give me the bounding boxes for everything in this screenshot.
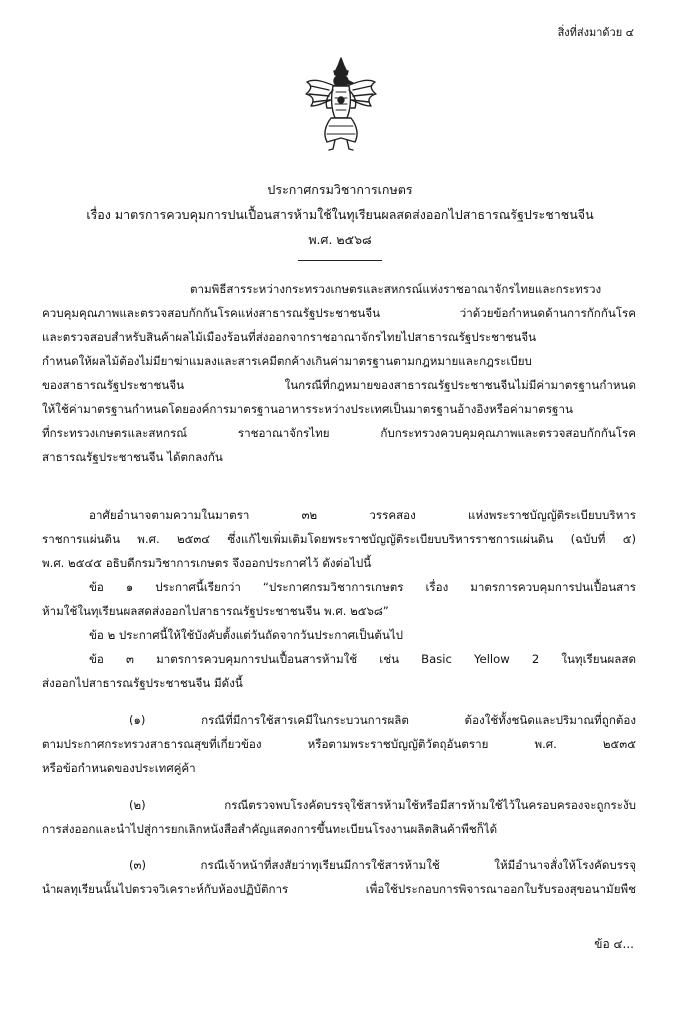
announcement-year: พ.ศ. ๒๕๖๘	[308, 232, 372, 247]
paragraph-line: ควบคุมคุณภาพและตรวจสอบกักกันโรคแห่งสาธารณรัฐประชาชนจีน ว่าด้วยข้อกำหนดด้านการกักกันโรค	[42, 306, 636, 320]
item-line: นำผลทุเรียนนั้นไปตรวจวิเคราะห์กับห้องปฏิบัติการ เพื่อใช้ประกอบการพิจารณาออกใบรับรองสุขอนามัยพืช	[42, 882, 636, 896]
continuation-marker: ข้อ ๔...	[594, 937, 634, 951]
announcement-title: ประกาศกรมวิชาการเกษตร	[267, 182, 413, 197]
paragraph-line: ที่กระทรวงเกษตรและสหกรณ์ ราชอาณาจักรไทย กับกระทรวงควบคุมคุณภาพและตรวจสอบกักกันโรค	[42, 426, 636, 440]
paragraph-line: กำหนดให้ผลไม้ต้องไม่มียาฆ่าแมลงและสารเคมีตกค้างเกินค่ามาตรฐานตามกฎหมายและกฎระเบียบ	[42, 354, 532, 368]
clause-line: ห้ามใช้ในทุเรียนผลสดส่งออกไปสาธารณรัฐประชาชนจีน พ.ศ. ๒๕๖๘”	[42, 604, 389, 618]
item-line: การส่งออกและนำไปสู่การยกเลิกหนังสือสำคัญแสดงการขึ้นทะเบียนโรงงานผลิตสินค้าพืชก็ได้	[42, 822, 498, 836]
paragraph-line: สาธารณรัฐประชาชนจีน ได้ตกลงกัน	[42, 450, 223, 464]
clause-line: ข้อ ๑ ประกาศนี้เรียกว่า “ประกาศกรมวิชาการเกษตร เรื่อง มาตรการควบคุมการปนเปื้อนสาร	[89, 580, 636, 594]
paragraph-line: ให้ใช้ค่ามาตรฐานกำหนดโดยองค์การมาตรฐานอาหารระหว่างประเทศเป็นมาตรฐานอ้างอิงหรือค่ามาตรฐาน	[42, 402, 573, 416]
announcement-subject: เรื่อง มาตรการควบคุมการปนเปื้อนสารห้ามใช้ในทุเรียนผลสดส่งออกไปสาธารณรัฐประชาชนจีน	[86, 207, 594, 222]
paragraph-line: ของสาธารณรัฐประชาชนจีน ในกรณีที่กฎหมายของสาธารณรัฐประชาชนจีนไม่มีค่ามาตรฐานกำหนด	[42, 378, 636, 392]
title-divider	[298, 260, 382, 261]
item-line: ตามประกาศกระทรวงสาธารณสุขที่เกี่ยวข้อง หรือตามพระราชบัญญัติวัตถุอันตราย พ.ศ. ๒๕๓๕	[42, 737, 636, 751]
paragraph-line: และตรวจสอบสำหรับสินค้าผลไม้เมืองร้อนที่ส่งออกจากราชอาณาจักรไทยไปสาธารณรัฐประชาชนจีน	[42, 330, 537, 344]
paragraph-line: พ.ศ. ๒๕๔๕ อธิบดีกรมวิชาการเกษตร จึงออกประกาศไว้ ดังต่อไปนี้	[42, 556, 372, 570]
paragraph-line: ราชการแผ่นดิน พ.ศ. ๒๕๓๔ ซึ่งแก้ไขเพิ่มเติมโดยพระราชบัญญัติระเบียบบริหารราชการแผ่นดิน (ฉบับที่ ๕)	[42, 532, 636, 546]
paragraph-line: อาศัยอำนาจตามความในมาตรา ๓๒ วรรคสอง แห่งพระราชบัญญัติระเบียบบริหาร	[89, 508, 636, 522]
attachment-label: สิ่งที่ส่งมาด้วย ๔	[557, 26, 634, 39]
paragraph-line: ตามพิธีสารระหว่างกระทรวงเกษตรและสหกรณ์แห่งราชอาณาจักรไทยและกระทรวง	[190, 282, 602, 296]
clause-line: ส่งออกไปสาธารณรัฐประชาชนจีน มีดังนี้	[42, 676, 243, 690]
item-line: (๓) กรณีเจ้าหน้าที่สงสัยว่าทุเรียนมีการใช้สารห้ามใช้ ให้มีอำนาจสั่งให้โรงคัดบรรจุ	[129, 858, 636, 872]
item-line: (๒) กรณีตรวจพบโรงคัดบรรจุใช้สารห้ามใช้หรือมีสารห้ามใช้ไว้ในครอบครองจะถูกระงับ	[129, 798, 636, 812]
garuda-emblem-icon	[303, 56, 379, 152]
clause-line: ข้อ ๓ มาตรการควบคุมการปนเปื้อนสารห้ามใช้ เช่น Basic Yellow 2 ในทุเรียนผลสด	[89, 652, 636, 666]
item-line: หรือข้อกำหนดของประเทศคู่ค้า	[42, 761, 196, 775]
clause-line: ข้อ ๒ ประกาศนี้ให้ใช้บังคับตั้งแต่วันถัดจากวันประกาศเป็นต้นไป	[89, 628, 404, 642]
item-line: (๑) กรณีที่มีการใช้สารเคมีในกระบวนการผลิต ต้องใช้ทั้งชนิดและปริมาณที่ถูกต้อง	[129, 713, 636, 727]
